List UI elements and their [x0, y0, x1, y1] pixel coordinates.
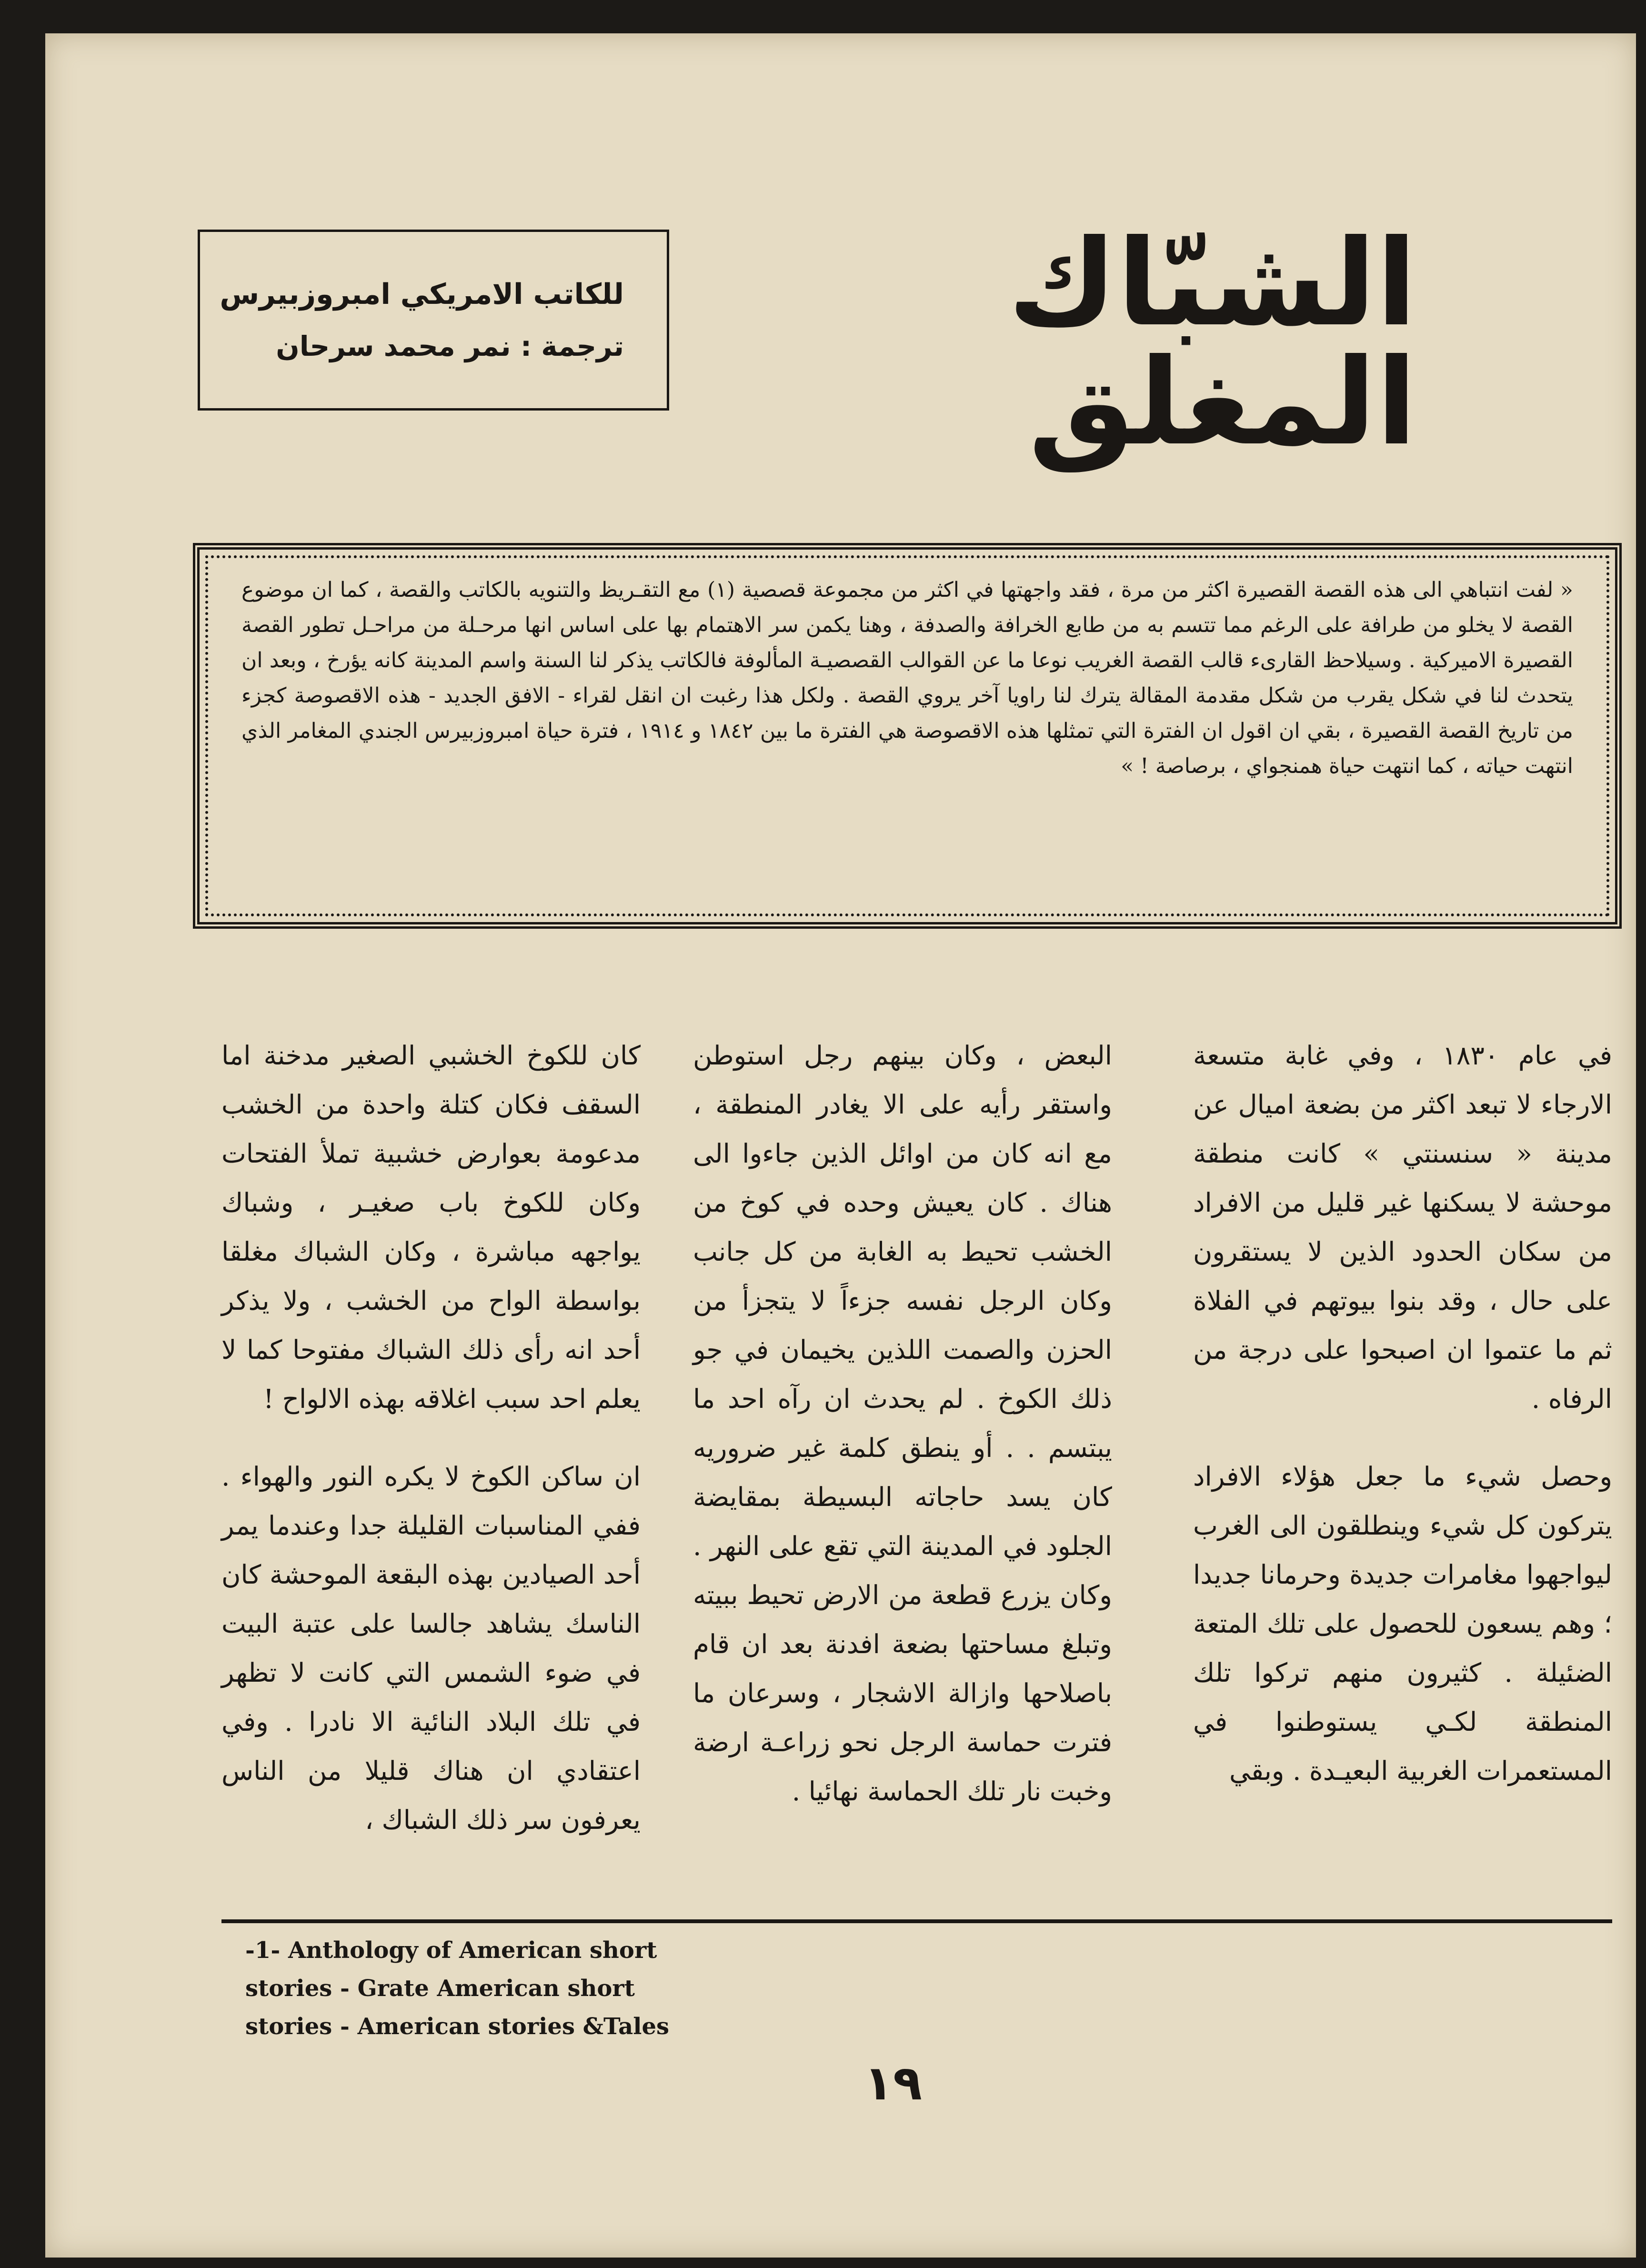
page-number: ١٩	[863, 2055, 923, 2111]
footnote: -1- Anthology of American short stories - Grate American short stories - American stories &Tales	[245, 1937, 670, 2040]
column-left	[221, 1031, 641, 1869]
paragraph: كان للكوخ الخشبي الصغير مدخنة اما السقف فكان كتلة واحدة من الخشب مدعومة بعوارض خشبية تملأ الفتحات وكان للكوخ باب صغيـر ، وشباك يواجهه مباشرة ، وكان الشباك مغلقا بواسطة الواح من الخشب ، ولا يذكر أحد انه رأى ذلك الشباك مفتوحا كما لا يعلم احد سبب اغلاقه بهذه الالواح !	[221, 1040, 641, 1414]
author-credit: للكاتب الامريكي امبروزبيرس	[220, 278, 624, 311]
article-title: الشبّاك المغلق	[1007, 214, 1417, 472]
column-right	[1193, 1031, 1612, 1869]
footnote-divider	[221, 1919, 1612, 1923]
paragraph: في عام ١٨٣٠ ، وفي غابة متسعة الارجاء لا تبعد اكثر من بضعة اميال عن مدينة « سنسنتي » كانت منطقة موحشة لا يسكنها غير قليل من الافراد من سكان الحدود الذين لا يستقرون على حال ، وقد بنوا بيوتهم في الفلاة ثم ما عتموا ان اصبحوا على درجة من الرفاه .	[1193, 1040, 1612, 1414]
paragraph: البعض ، وكان بينهم رجل استوطن واستقر رأيه على الا يغادر المنطقة ، مع انه كان من اوائل الذين جاءوا الى هناك . كان يعيش وحده في كوخ من الخشب تحيط به الغابة من كل جانب وكان الرجل نفسه جزءاً لا يتجزأ من الحزن والصمت اللذين يخيمان في جو ذلك الكوخ . لم يحدث ان رآه احد ما يبتسم . . أو ينطق كلمة غير ضروريه كان يسد حاجاته البسيطة بمقايضة الجلود في المدينة التي تقع على النهر . وكان يزرع قطعة من الارض تحيط ببيته وتبلغ مساحتها بضعة افدنة بعد ان قام باصلاحها وازالة الاشجار ، وسرعان ما فترت حماسة الرجل نحو زراعـة ارضة وخبت نار تلك الحماسة نهائيا .	[693, 1040, 1112, 1806]
intro-text: « لفت انتباهي الى هذه القصة القصيرة اكثر من مرة ، فقد واجهتها في اكثر من مجموعة قصصية (١) مع التقـريظ والتنويه بالكاتب والقصة ، كما ان موضوع القصة لا يخلو من طرافة على الرغم مما تتسم به من طابع الخرافة والصدفة ، وهنا يكمن سر الاهتمام بها على اساس انها مرحـلة من مراحـل تطور القصة القصيرة الاميركية . وسيلاحظ القارىء قالب القصة الغريب نوعا ما عن القوالب القصصيـة المألوفة فالكاتب يذكر لنا السنة واسم المدينة كانه يؤرخ ، وبعد ان يتحدث لنا في شكل يقرب من شكل مقدمة المقالة يترك لنا راويا آخر يروي القصة . ولكل هذا رغبت ان انقل لقراء - الافق الجديد - هذه الاقصوصة كجزء من تاريخ القصة القصيرة ، بقي ان اقول ان الفترة التي تمثلها هذه الاقصوصة هي الفترة ما بين ١٨٤٢ و ١٩١٤ ، فترة حياة امبروزبيرس الجندي المغامر الذي انتهت حياته ، كما انتهت حياة همنجواي ، برصاصة ! »	[205, 555, 1609, 916]
column-middle	[693, 1031, 1112, 1869]
paragraph: ان ساكن الكوخ لا يكره النور والهواء . ففي المناسبات القليلة جدا وعندما يمر أحد الصيادين بهذه البقعة الموحشة كان الناسك يشاهد جالسا على عتبة البيت في ضوء الشمس التي كانت لا تظهر في تلك البلاد النائية الا نادرا . وفي اعتقادي ان هناك قليلا من الناس يعرفون سر ذلك الشباك ،	[221, 1461, 641, 1835]
magazine-page	[45, 33, 1636, 2258]
paragraph: وحصل شيء ما جعل هؤلاء الافراد يتركون كل شيء وينطلقون الى الغرب ليواجهوا مغامرات جديدة وحرمانا جديدا ؛ وهم يسعون للحصول على تلك المتعة الضئيلة . كثيرون منهم تركوا تلك المنطقة لكـي يستوطنوا في المستعمرات الغربية البعيـدة . وبقي	[1193, 1461, 1612, 1786]
credits-box	[198, 230, 669, 411]
translator-credit: ترجمة : نمر محمد سرحان	[276, 330, 624, 362]
intro-box	[193, 543, 1622, 929]
